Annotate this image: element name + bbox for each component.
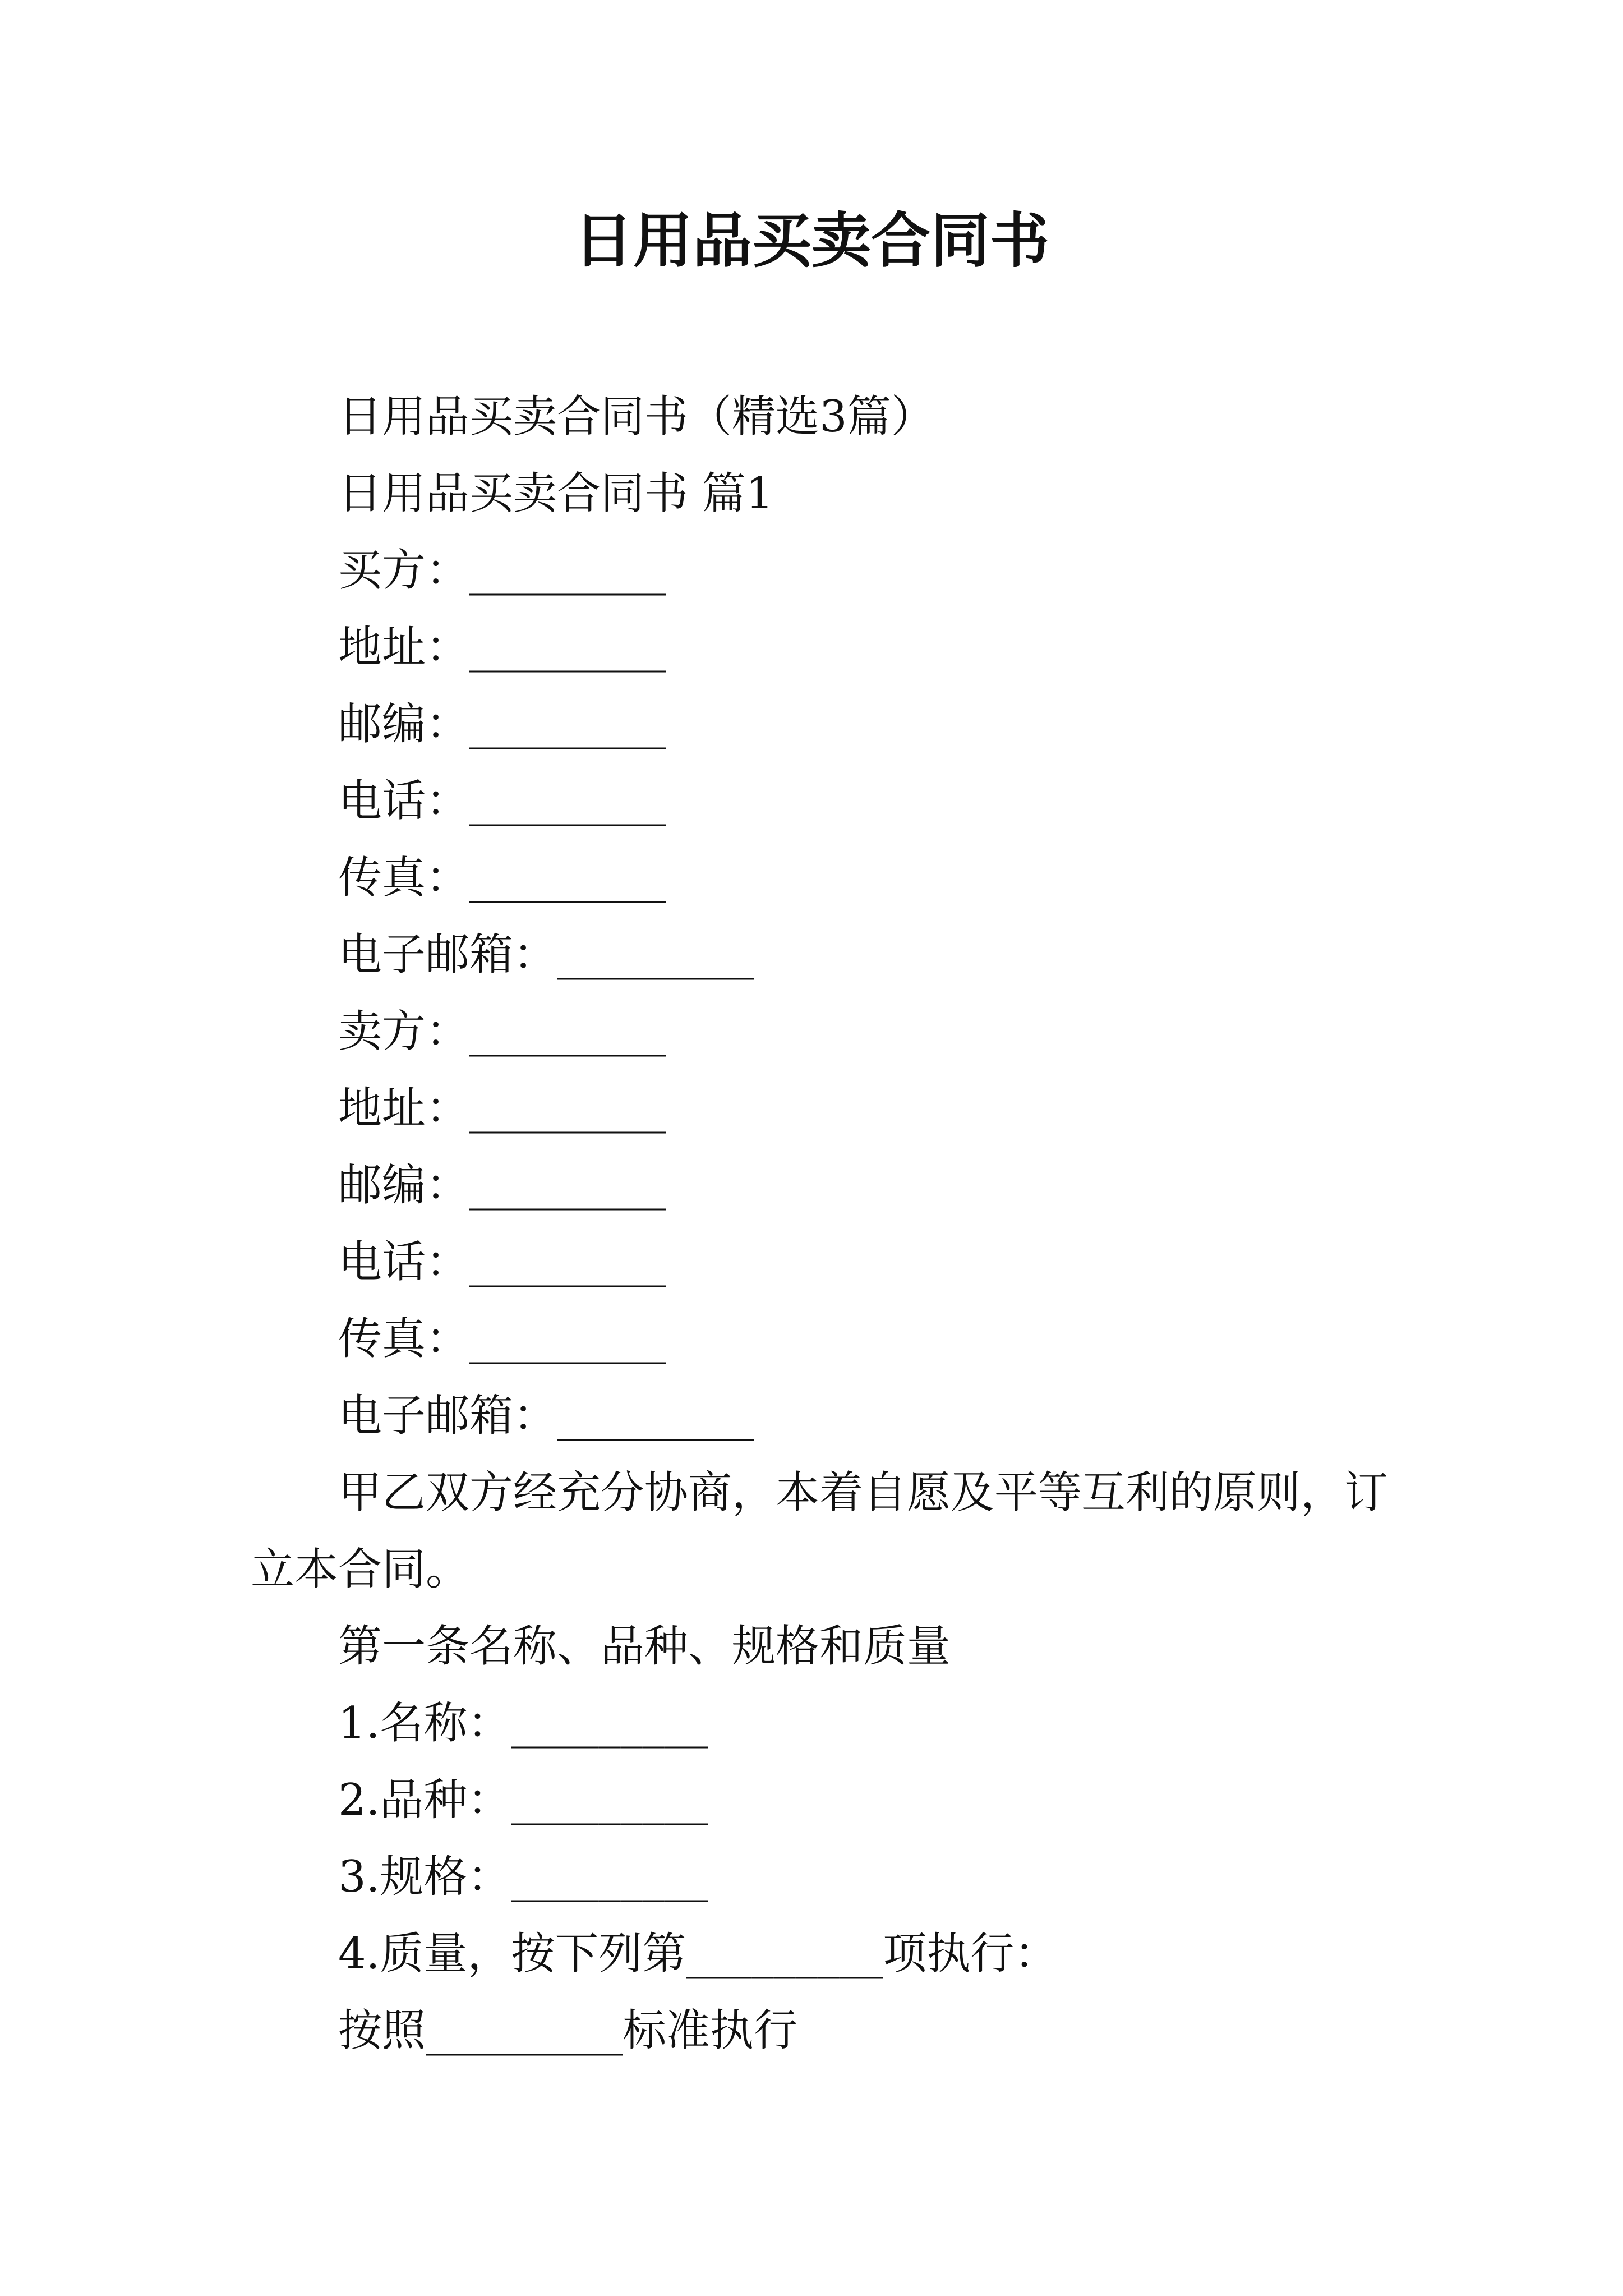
buyer-fax-line: 传真：_________ [338, 853, 667, 903]
buyer-email-line: 电子邮箱：_________ [338, 930, 754, 980]
seller-address-line: 地址：_________ [338, 1083, 667, 1134]
seller-phone-line: 电话：_________ [338, 1237, 667, 1287]
article-1-item-standard: 按照_________标准执行 [338, 2005, 798, 2056]
seller-email-line: 电子邮箱：_________ [338, 1391, 754, 1441]
part-heading: 日用品买卖合同书 篇1 [338, 468, 774, 519]
article-1-item-quality: 4.质量，按下列第_________项执行： [338, 1929, 1058, 1979]
document-body [251, 379, 1401, 2069]
collection-title: 日用品买卖合同书（精选3篇） [338, 392, 935, 442]
buyer-name-line: 买方：_________ [338, 545, 667, 596]
article-1-item-spec: 3.规格：_________ [338, 1852, 708, 1902]
buyer-phone-line: 电话：_________ [338, 776, 667, 826]
article-1-item-variety: 2.品种：_________ [338, 1775, 708, 1825]
buyer-address-line: 地址：_________ [338, 622, 667, 673]
document-title: 日用品买卖合同书 [574, 205, 1049, 275]
article-1-item-name: 1.名称：_________ [338, 1698, 708, 1749]
seller-postcode-line: 邮编：_________ [338, 1160, 667, 1211]
seller-fax-line: 传真：_________ [338, 1314, 667, 1364]
seller-name-line: 卖方：_________ [338, 1006, 667, 1057]
article-1-heading: 第一条名称、品种、规格和质量 [338, 1621, 951, 1672]
preamble-paragraph: 甲乙双方经充分协商，本着自愿及平等互利的原则，订立本合同。 [251, 1467, 1389, 1595]
buyer-postcode-line: 邮编：_________ [338, 699, 667, 749]
